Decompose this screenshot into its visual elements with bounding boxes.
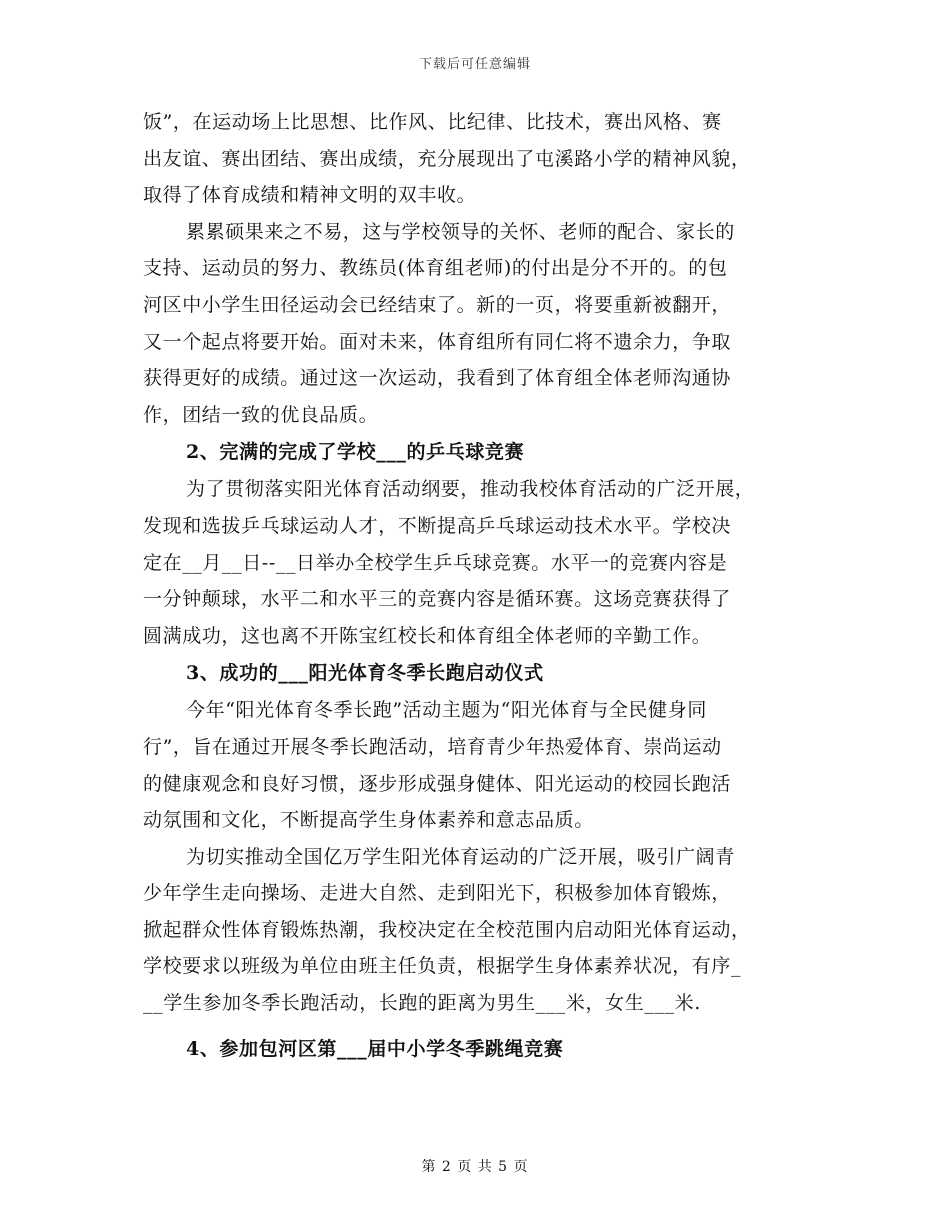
paragraph-line: 累累硕果来之不易，这与学校领导的关怀、老师的配合、家长的 (186, 220, 735, 243)
section-heading: 2、完满的完成了学校___的乒乓球竞赛 (186, 441, 525, 464)
paragraph-line: 少年学生走向操场、走进大自然、走到阳光下，积极参加体育锻炼， (143, 882, 732, 905)
paragraph-line: 学校要求以班级为单位由班主任负责，根据学生身体素养状况，有序_ (143, 955, 742, 978)
paragraph-line: 圆满成功，这也离不开陈宝红校长和体育组全体老师的辛勤工作。 (143, 624, 712, 647)
paragraph-line: 取得了体育成绩和精神文明的双丰收。 (143, 184, 477, 207)
page-footer: 第 2 页 共 5 页 (421, 1159, 529, 1175)
section-heading: 4、参加包河区第___届中小学冬季跳绳竞赛 (186, 1037, 564, 1060)
paragraph-line: 获得更好的成绩。通过这一次运动，我看到了体育组全体老师沟通协 (143, 367, 732, 390)
document-body (143, 104, 807, 1068)
section-heading: 3、成功的___阳光体育冬季长跑启动仪式 (186, 662, 544, 685)
paragraph-line: __学生参加冬季长跑活动，长跑的距离为男生___米，女生___米. (143, 992, 701, 1015)
paragraph-line: 又一个起点将要开始。面对未来，体育组所有同仁将不遗余力，争取 (143, 330, 732, 353)
paragraph-line: 为切实推动全国亿万学生阳光体育运动的广泛开展，吸引广阔青 (186, 845, 735, 868)
paragraph-line: 行”，旨在通过开展冬季长跑活动，培育青少年热爱体育、崇尚运动 (143, 735, 722, 758)
paragraph-line: 饭”，在运动场上比思想、比作风、比纪律、比技术，赛出风格、赛 (143, 111, 722, 133)
paragraph-line: 动氛围和文化，不断提高学生身体素养和意志品质。 (143, 809, 594, 832)
paragraph-line: 一分钟颠球，水平二和水平三的竞赛内容是循环赛。这场竞赛获得了 (143, 588, 732, 611)
paragraph-line: 河区中小学生田径运动会已经结束了。新的一页，将要重新被翻开， (143, 293, 732, 316)
paragraph-line: 发现和选拔乒乓球运动人才，不断提高乒乓球运动技术水平。学校决 (143, 514, 732, 537)
paragraph-line: 出友谊、赛出团结、赛出成绩，充分展现出了屯溪路小学的精神风貌， (143, 147, 751, 170)
paragraph-line: 定在__月__日--__日举办全校学生乒乓球竞赛。水平一的竞赛内容是 (143, 551, 728, 574)
page-header: 下载后可任意编辑 (418, 57, 531, 72)
paragraph-line: 掀起群众性体育锻炼热潮，我校决定在全校范围内启动阳光体育运动， (143, 918, 751, 941)
paragraph-line: 的健康观念和良好习惯，逐步形成强身健体、阳光运动的校园长跑活 (143, 772, 732, 795)
paragraph-line: 为了贯彻落实阳光体育活动纲要，推动我校体育活动的广泛开展， (186, 478, 755, 501)
paragraph-line: 今年“阳光体育冬季长跑”活动主题为“阳光体育与全民健身同 (186, 699, 707, 722)
paragraph-line: 作，团结一致的优良品质。 (143, 403, 379, 426)
paragraph-line: 支持、运动员的努力、教练员(体育组老师)的付出是分不开的。的包 (143, 257, 728, 280)
